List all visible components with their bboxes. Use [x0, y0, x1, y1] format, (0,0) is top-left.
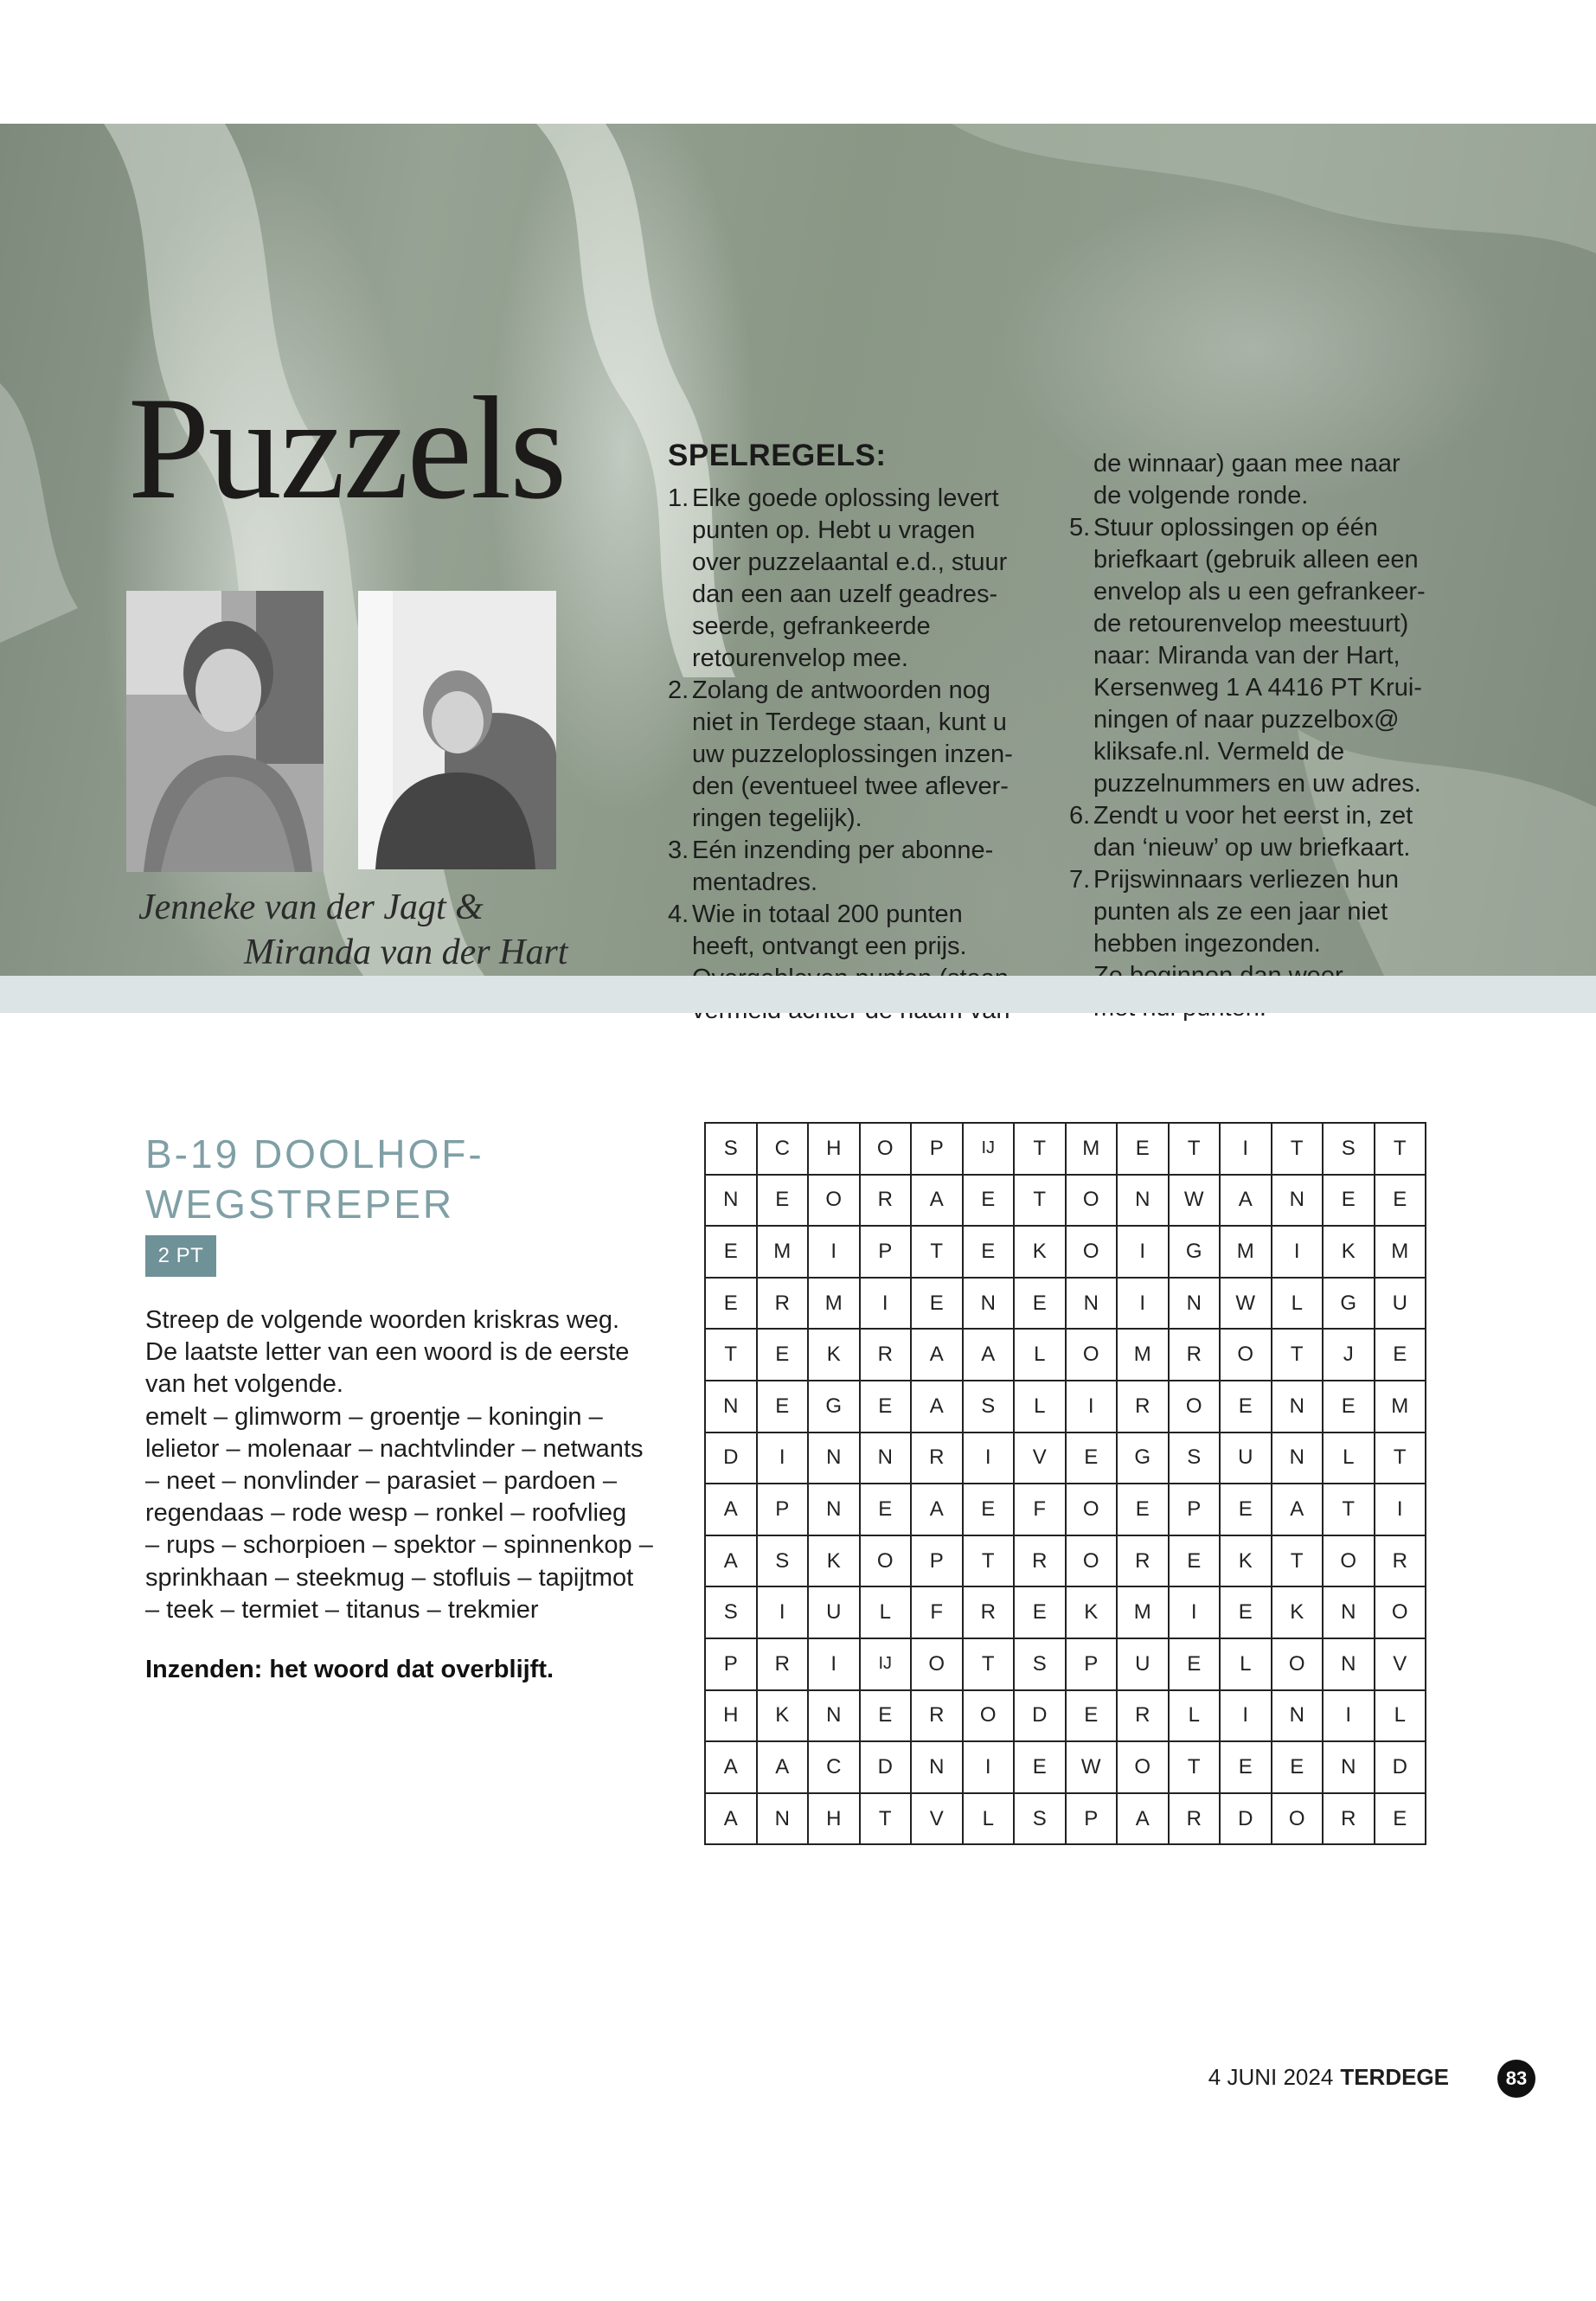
grid-cell[interactable]: H [808, 1793, 860, 1845]
grid-cell[interactable]: E [1220, 1586, 1272, 1638]
page-footer [1125, 2064, 1449, 2091]
grid-cell[interactable]: I [808, 1226, 860, 1278]
grid-cell[interactable]: T [1375, 1123, 1426, 1175]
rule-number: 4. [668, 901, 689, 928]
grid-cell[interactable]: H [705, 1690, 757, 1742]
points-badge: 2 PT [145, 1235, 216, 1277]
grid-row [705, 1586, 1426, 1638]
grid-cell[interactable]: E [705, 1278, 757, 1330]
rule-number: 3. [668, 836, 689, 864]
grid-cell[interactable]: G [1117, 1433, 1169, 1484]
page-title: Puzzels [128, 367, 566, 529]
grid-cell[interactable]: N [1272, 1381, 1324, 1433]
grid-cell[interactable]: K [1066, 1586, 1118, 1638]
grid-cell[interactable]: R [1117, 1535, 1169, 1587]
grid-cell[interactable]: I [1220, 1690, 1272, 1742]
portrait-photo-miranda [358, 591, 556, 869]
puzzle-title-line: WEGSTREPER [145, 1182, 455, 1227]
grid-cell[interactable]: C [808, 1741, 860, 1793]
grid-row [705, 1741, 1426, 1793]
grid-cell[interactable]: E [1323, 1175, 1375, 1227]
rule-item [668, 835, 1066, 899]
grid-cell[interactable]: I [757, 1586, 809, 1638]
grid-row [705, 1123, 1426, 1175]
grid-cell[interactable]: N [808, 1690, 860, 1742]
grid-cell[interactable]: U [808, 1586, 860, 1638]
grid-cell[interactable]: E [1014, 1741, 1066, 1793]
grid-cell[interactable]: S [705, 1123, 757, 1175]
instruction-line: van het volgende. [145, 1370, 343, 1399]
grid-cell[interactable]: R [1014, 1535, 1066, 1587]
photo-caption [138, 885, 588, 975]
grid-cell[interactable]: E [705, 1226, 757, 1278]
grid-cell[interactable]: E [1066, 1690, 1118, 1742]
grid-cell[interactable]: V [1014, 1433, 1066, 1484]
grid-cell[interactable]: O [1066, 1329, 1118, 1381]
grid-cell[interactable]: I [1375, 1484, 1426, 1535]
grid-cell[interactable]: L [860, 1586, 912, 1638]
rules-list [1069, 512, 1476, 1024]
grid-cell[interactable]: R [911, 1433, 963, 1484]
caption-line: Miranda van der Hart [244, 933, 568, 972]
grid-cell[interactable]: P [705, 1638, 757, 1690]
grid-cell[interactable]: O [1220, 1329, 1272, 1381]
grid-cell[interactable]: I [808, 1638, 860, 1690]
grid-cell[interactable]: P [1066, 1793, 1118, 1845]
grid-cell[interactable]: N [1323, 1586, 1375, 1638]
grid-cell[interactable]: E [860, 1484, 912, 1535]
grid-cell[interactable]: E [963, 1175, 1015, 1227]
grid-cell[interactable]: O [1169, 1381, 1221, 1433]
grid-cell[interactable]: E [1014, 1278, 1066, 1330]
grid-cell[interactable]: E [1066, 1433, 1118, 1484]
grid-cell[interactable]: A [705, 1741, 757, 1793]
grid-cell[interactable]: R [1169, 1793, 1221, 1845]
grid-cell[interactable]: O [1375, 1586, 1426, 1638]
rules-heading: SPELREGELS: [668, 439, 887, 472]
rule-text: Elke goede oplossing levert punten op. Hebt u vragen over puzzelaantal e.d., stuur dan een aan uzelf geadres- seerde, gefrankeerde retourenvelop mee. [692, 484, 1008, 672]
grid-cell[interactable]: E [757, 1329, 809, 1381]
grid-row [705, 1484, 1426, 1535]
grid-cell[interactable]: O [1117, 1741, 1169, 1793]
rule-number: 7. [1069, 866, 1091, 894]
grid-cell[interactable]: P [757, 1484, 809, 1535]
grid-cell[interactable]: S [705, 1586, 757, 1638]
rule-text: Eén inzending per abonne- mentadres. [692, 836, 994, 896]
grid-cell[interactable]: E [1323, 1381, 1375, 1433]
grid-cell[interactable]: L [1220, 1638, 1272, 1690]
grid-cell[interactable]: I [757, 1433, 809, 1484]
grid-cell[interactable]: E [1117, 1484, 1169, 1535]
grid-cell[interactable]: R [860, 1329, 912, 1381]
grid-cell[interactable]: N [860, 1433, 912, 1484]
grid-cell[interactable]: K [808, 1329, 860, 1381]
grid-cell[interactable]: E [1014, 1586, 1066, 1638]
grid-cell[interactable]: L [963, 1793, 1015, 1845]
grid-cell[interactable]: N [705, 1175, 757, 1227]
grid-cell[interactable]: E [1272, 1741, 1324, 1793]
grid-cell[interactable]: N [1272, 1433, 1324, 1484]
grid-cell[interactable]: D [705, 1433, 757, 1484]
grid-cell[interactable]: S [1169, 1433, 1221, 1484]
rule-item [668, 483, 1066, 675]
grid-cell[interactable]: M [1117, 1586, 1169, 1638]
grid-row [705, 1690, 1426, 1742]
grid-cell[interactable]: O [1272, 1638, 1324, 1690]
grid-cell[interactable]: O [808, 1175, 860, 1227]
grid-cell[interactable]: K [1014, 1226, 1066, 1278]
grid-cell[interactable]: W [1066, 1741, 1118, 1793]
grid-row [705, 1638, 1426, 1690]
grid-cell[interactable]: A [1272, 1484, 1324, 1535]
grid-cell[interactable]: T [1169, 1123, 1221, 1175]
grid-cell[interactable]: V [1375, 1638, 1426, 1690]
grid-cell[interactable]: N [1117, 1175, 1169, 1227]
grid-cell[interactable]: I [1117, 1278, 1169, 1330]
grid-cell[interactable]: E [757, 1381, 809, 1433]
grid-cell[interactable]: E [1220, 1741, 1272, 1793]
grid-cell[interactable]: T [1272, 1329, 1324, 1381]
grid-cell[interactable]: L [1323, 1433, 1375, 1484]
grid-cell[interactable]: F [1014, 1484, 1066, 1535]
grid-cell[interactable]: E [963, 1484, 1015, 1535]
word-list-line: lelietor – molenaar – nachtvlinder – netwants [145, 1434, 644, 1463]
grid-row [705, 1381, 1426, 1433]
rule-text: Zolang de antwoorden nog niet in Terdege staan, kunt u uw puzzeloplossingen inzen- den (eventueel twee aflever- ringen tegelijk). [692, 676, 1013, 832]
grid-cell[interactable]: D [860, 1741, 912, 1793]
grid-cell[interactable]: D [1375, 1741, 1426, 1793]
rule-text: Wie in totaal 200 punten heeft, ontvangt een prijs. [692, 901, 967, 960]
grid-cell[interactable]: W [1220, 1278, 1272, 1330]
rule-item [1069, 800, 1476, 864]
grid-cell[interactable]: R [1117, 1690, 1169, 1742]
grid-cell[interactable]: P [911, 1123, 963, 1175]
grid-cell[interactable]: I [1323, 1690, 1375, 1742]
grid-cell[interactable]: I [1066, 1381, 1118, 1433]
grid-cell[interactable]: E [1117, 1123, 1169, 1175]
grid-cell[interactable]: I [963, 1741, 1015, 1793]
grid-cell[interactable]: A [911, 1381, 963, 1433]
grid-cell[interactable]: G [808, 1381, 860, 1433]
rule-continuation: de winnaar) gaan mee naar de volgende ronde. [1093, 450, 1401, 510]
grid-cell[interactable]: P [1169, 1484, 1221, 1535]
grid-cell[interactable]: H [808, 1123, 860, 1175]
grid-row [705, 1226, 1426, 1278]
instruction-line: De laatste letter van een woord is de eerste [145, 1338, 630, 1367]
grid-cell[interactable]: O [1272, 1793, 1324, 1845]
grid-row [705, 1175, 1426, 1227]
grid-cell[interactable]: C [757, 1123, 809, 1175]
portrait-photo-jenneke [126, 591, 324, 872]
magazine-name: TERDEGE [1340, 2064, 1449, 2090]
grid-cell[interactable]: R [911, 1690, 963, 1742]
grid-cell[interactable]: D [1014, 1690, 1066, 1742]
grid-cell[interactable]: K [1323, 1226, 1375, 1278]
word-list-line: – teek – termiet – titanus – trekmier [145, 1595, 539, 1624]
grid-cell[interactable]: T [1014, 1175, 1066, 1227]
grid-cell[interactable]: O [963, 1690, 1015, 1742]
grid-cell[interactable]: O [860, 1123, 912, 1175]
portrait-illustration [358, 591, 556, 869]
grid-cell[interactable]: R [1169, 1329, 1221, 1381]
word-list-line: regendaas – rode wesp – ronkel – roofvlieg [145, 1499, 627, 1528]
grid-cell[interactable]: A [705, 1535, 757, 1587]
grid-cell[interactable]: K [808, 1535, 860, 1587]
grid-cell[interactable]: N [808, 1433, 860, 1484]
grid-cell[interactable]: P [860, 1226, 912, 1278]
grid-cell[interactable]: E [1375, 1793, 1426, 1845]
grid-cell[interactable]: O [911, 1638, 963, 1690]
grid-cell[interactable]: O [860, 1535, 912, 1587]
grid-cell[interactable]: R [860, 1175, 912, 1227]
grid-cell[interactable]: I [963, 1433, 1015, 1484]
grid-cell[interactable]: J [1323, 1329, 1375, 1381]
grid-cell[interactable]: E [1375, 1329, 1426, 1381]
grid-cell[interactable]: R [757, 1638, 809, 1690]
grid-cell[interactable]: S [963, 1381, 1015, 1433]
grid-cell[interactable]: L [1375, 1690, 1426, 1742]
grid-cell[interactable]: A [1117, 1793, 1169, 1845]
issue-date: 4 JUNI 2024 [1208, 2064, 1334, 2090]
grid-cell[interactable]: M [757, 1226, 809, 1278]
grid-cell[interactable]: N [911, 1741, 963, 1793]
word-list-line: sprinkhaan – steekmug – stofluis – tapijtmot [145, 1563, 634, 1592]
page-number: 83 [1497, 2060, 1535, 2098]
grid-cell[interactable]: U [1117, 1638, 1169, 1690]
grid-cell[interactable]: T [911, 1226, 963, 1278]
grid-cell[interactable]: K [1272, 1586, 1324, 1638]
rule-item [668, 675, 1066, 835]
grid-cell[interactable]: N [757, 1793, 809, 1845]
grid-cell[interactable]: T [1272, 1123, 1324, 1175]
grid-cell[interactable]: F [911, 1586, 963, 1638]
grid-cell[interactable]: T [1014, 1123, 1066, 1175]
divider-band [0, 976, 1596, 1013]
rules-list-column-1 [668, 483, 1066, 1027]
grid-cell[interactable]: O [1323, 1535, 1375, 1587]
rule-text: Prijswinnaars verliezen hun punten als ze een jaar niet hebben ingezonden. [1093, 866, 1399, 958]
grid-cell[interactable]: D [1220, 1793, 1272, 1845]
grid-cell[interactable]: E [860, 1690, 912, 1742]
grid-cell[interactable]: A [705, 1484, 757, 1535]
grid-cell[interactable]: T [1323, 1484, 1375, 1535]
grid-cell[interactable]: M [1066, 1123, 1118, 1175]
grid-cell[interactable]: U [1220, 1433, 1272, 1484]
rule-item [1069, 512, 1476, 800]
grid-cell[interactable]: E [757, 1175, 809, 1227]
portrait-illustration [126, 591, 324, 872]
grid-cell[interactable]: R [757, 1278, 809, 1330]
grid-cell[interactable]: A [911, 1175, 963, 1227]
grid-cell[interactable]: T [1375, 1433, 1426, 1484]
grid-row [705, 1278, 1426, 1330]
grid-cell[interactable]: N [1272, 1175, 1324, 1227]
grid-cell[interactable]: S [1014, 1638, 1066, 1690]
grid-cell[interactable]: E [1169, 1535, 1221, 1587]
grid-cell[interactable]: L [1169, 1690, 1221, 1742]
grid-cell[interactable]: S [757, 1535, 809, 1587]
grid-cell[interactable]: N [963, 1278, 1015, 1330]
grid-cell[interactable]: T [860, 1793, 912, 1845]
grid-cell[interactable]: O [1066, 1484, 1118, 1535]
grid-cell[interactable]: P [1066, 1638, 1118, 1690]
rule-number: 5. [1069, 514, 1091, 542]
grid-cell[interactable]: R [963, 1586, 1015, 1638]
grid-cell[interactable]: N [808, 1484, 860, 1535]
rule-number: 6. [1069, 802, 1091, 830]
grid-cell[interactable]: IJ [860, 1638, 912, 1690]
grid-cell[interactable]: T [1272, 1535, 1324, 1587]
grid-cell[interactable]: T [705, 1329, 757, 1381]
puzzle-title [145, 1129, 543, 1229]
rule-number: 1. [668, 484, 689, 512]
grid-cell[interactable]: U [1375, 1278, 1426, 1330]
grid-cell[interactable]: A [1220, 1175, 1272, 1227]
word-list-line: – neet – nonvlinder – parasiet – pardoen – [145, 1467, 617, 1496]
grid-cell[interactable]: L [1014, 1329, 1066, 1381]
submit-instruction: Inzenden: het woord dat overblijft. [145, 1656, 554, 1683]
instruction-line: Streep de volgende woorden kriskras weg. [145, 1306, 620, 1334]
grid-cell[interactable]: L [1014, 1381, 1066, 1433]
grid-cell[interactable]: E [1220, 1381, 1272, 1433]
grid-cell[interactable]: S [1014, 1793, 1066, 1845]
grid-cell[interactable]: N [1169, 1278, 1221, 1330]
grid-cell[interactable]: I [1220, 1123, 1272, 1175]
word-list-line: – rups – schorpioen – spektor – spinnenkop – [145, 1531, 653, 1560]
word-list-line: emelt – glimworm – groentje – koningin – [145, 1402, 603, 1431]
puzzle-instructions [145, 1304, 682, 1626]
grid-cell[interactable]: A [757, 1741, 809, 1793]
rule-text: Zendt u voor het eerst in, zet dan ‘nieuw’ op uw briefkaart. [1093, 802, 1413, 862]
grid-cell[interactable]: E [860, 1381, 912, 1433]
grid-cell[interactable]: R [1117, 1381, 1169, 1433]
grid-cell[interactable]: A [963, 1329, 1015, 1381]
grid-cell[interactable]: T [963, 1535, 1015, 1587]
grid-cell[interactable]: I [1117, 1226, 1169, 1278]
grid-cell[interactable]: T [1169, 1741, 1221, 1793]
grid-cell[interactable]: V [911, 1793, 963, 1845]
grid-cell[interactable]: L [1272, 1278, 1324, 1330]
grid-cell[interactable]: O [1066, 1175, 1118, 1227]
grid-cell[interactable]: K [757, 1690, 809, 1742]
grid-cell[interactable]: A [911, 1329, 963, 1381]
grid-cell[interactable]: M [808, 1278, 860, 1330]
grid-row [705, 1793, 1426, 1845]
grid-cell[interactable]: I [1169, 1586, 1221, 1638]
grid-cell[interactable]: E [963, 1226, 1015, 1278]
grid-cell[interactable]: O [1066, 1226, 1118, 1278]
grid-cell[interactable]: W [1169, 1175, 1221, 1227]
grid-cell[interactable]: N [1066, 1278, 1118, 1330]
rule-text: Stuur oplossingen op één briefkaart (gebruik alleen een envelop als u een gefrankeer- de retourenvelop meestuurt) naar: Miranda van der Hart, Kersenweg 1 A 4416 PT Krui- ningen of naar puzzelbox@ kliksafe.nl. Vermeld de puzzelnummers en uw adres. [1093, 514, 1426, 798]
grid-cell[interactable]: M [1375, 1381, 1426, 1433]
grid-cell[interactable]: N [1323, 1638, 1375, 1690]
grid-cell[interactable]: O [1066, 1535, 1118, 1587]
grid-cell[interactable]: A [911, 1484, 963, 1535]
grid-cell[interactable]: I [860, 1278, 912, 1330]
grid-row [705, 1535, 1426, 1587]
header-background [0, 124, 1596, 976]
grid-cell[interactable]: A [705, 1793, 757, 1845]
grid-cell[interactable]: M [1220, 1226, 1272, 1278]
grid-cell[interactable]: R [1375, 1535, 1426, 1587]
grid-cell[interactable]: E [1220, 1484, 1272, 1535]
rules-list-column-2 [1069, 448, 1476, 1024]
caption-line: Jenneke van der Jagt & [138, 888, 484, 927]
grid-row [705, 1433, 1426, 1484]
grid-cell[interactable]: E [1375, 1175, 1426, 1227]
grid-cell[interactable]: R [1323, 1793, 1375, 1845]
grid-cell[interactable]: N [705, 1381, 757, 1433]
grid-cell[interactable]: M [1375, 1226, 1426, 1278]
grid-cell[interactable]: K [1220, 1535, 1272, 1587]
rule-number: 2. [668, 676, 689, 704]
puzzle-title-line: B-19 DOOLHOF- [145, 1131, 484, 1176]
grid-cell[interactable]: M [1117, 1329, 1169, 1381]
grid-cell[interactable]: I [1272, 1226, 1324, 1278]
grid-cell[interactable]: E [1169, 1638, 1221, 1690]
grid-cell[interactable]: G [1169, 1226, 1221, 1278]
grid-cell[interactable]: P [911, 1535, 963, 1587]
grid-cell[interactable]: IJ [963, 1123, 1015, 1175]
grid-cell[interactable]: N [1323, 1741, 1375, 1793]
grid-cell[interactable]: G [1323, 1278, 1375, 1330]
grid-cell[interactable]: E [911, 1278, 963, 1330]
grid-cell[interactable]: S [1323, 1123, 1375, 1175]
grid-row [705, 1329, 1426, 1381]
word-search-grid [704, 1122, 1426, 1845]
grid-cell[interactable]: T [963, 1638, 1015, 1690]
grid-cell[interactable]: N [1272, 1690, 1324, 1742]
